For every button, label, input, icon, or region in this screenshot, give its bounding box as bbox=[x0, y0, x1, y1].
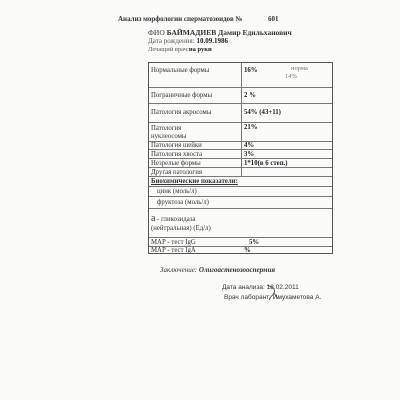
nucleosome-value: 21% bbox=[244, 124, 258, 131]
patient-name-value: БАЙМАДИЕВ Дамир Едильханович bbox=[166, 28, 292, 37]
patient-name-row bbox=[148, 28, 292, 37]
row-fructose bbox=[149, 196, 332, 208]
row-acrosome bbox=[149, 103, 332, 122]
row-mar-iga bbox=[149, 246, 332, 254]
lab-doctor-value: Имухаметова А. bbox=[272, 294, 322, 301]
immature-label: Незрелые формы bbox=[151, 159, 201, 167]
mar-iga-label: МАР - тест IgA bbox=[151, 247, 196, 254]
borderline-forms-label: Пограничные формы bbox=[151, 92, 213, 99]
biochem-heading: Биохимические показатели: bbox=[151, 178, 238, 185]
glucosidase-label-1 bbox=[151, 215, 195, 224]
neck-value: 4% bbox=[244, 142, 255, 149]
acrosome-value: 54% (43+11) bbox=[244, 109, 281, 116]
analysis-date-value: 18.02.2011 bbox=[266, 284, 299, 291]
conclusion-row bbox=[160, 266, 275, 274]
tail-value: 3% bbox=[244, 150, 255, 158]
nucleosome-label-2: нуклеосомы bbox=[151, 133, 187, 140]
doctor-label: Лечащий врач: bbox=[148, 46, 189, 53]
row-biochem-heading bbox=[149, 176, 332, 186]
analysis-date-row bbox=[222, 284, 299, 291]
fructose-label: фруктоза (моль/л) bbox=[157, 199, 209, 206]
nucleosome-label-1: Патология bbox=[151, 125, 182, 132]
mar-igg-label: МАР - тест IgG bbox=[151, 238, 196, 246]
row-immature bbox=[149, 158, 332, 167]
row-nucleosome bbox=[149, 122, 332, 141]
glucosidase-label-2: (нейтральная) (Ед/л) bbox=[151, 225, 211, 232]
glucosidase-label-text: - гликозидаза bbox=[155, 216, 196, 223]
tail-label: Патология хвоста bbox=[151, 150, 203, 158]
acrosome-label: Патология акросомы bbox=[151, 109, 212, 116]
norm-word: норма bbox=[291, 65, 308, 72]
doctor-row bbox=[148, 46, 212, 53]
birth-date-label: Дата рождения: bbox=[148, 37, 195, 45]
row-normal-forms bbox=[149, 63, 332, 87]
conclusion-label: Заключение: bbox=[160, 266, 198, 274]
immature-value: 1*10(в 6 степ.) bbox=[244, 159, 288, 167]
row-glucosidase bbox=[149, 208, 332, 237]
conclusion-value: Олигоастенозооспермия bbox=[198, 266, 276, 274]
row-borderline-forms bbox=[149, 87, 332, 103]
row-neck bbox=[149, 141, 332, 149]
borderline-forms-value: 2 % bbox=[244, 92, 256, 99]
normal-forms-value: 16% bbox=[244, 67, 258, 74]
zinc-label: цинк (моль/л) bbox=[157, 188, 197, 195]
birth-date-value: 10.09.1986 bbox=[196, 37, 228, 45]
report-title: Анализ морфологии сперматозоидов № bbox=[118, 15, 243, 23]
lab-doctor-label: Врач лаборант: bbox=[224, 294, 271, 301]
mar-igg-value: 5% bbox=[249, 238, 260, 246]
other-pathology-label: Другая патология bbox=[151, 168, 202, 176]
normal-forms-label: Нормальные формы bbox=[151, 67, 210, 74]
alpha-symbol: а bbox=[151, 213, 156, 224]
birth-date-row bbox=[148, 37, 228, 45]
row-zinc bbox=[149, 186, 332, 196]
row-mar-igg bbox=[149, 237, 332, 246]
row-tail bbox=[149, 149, 332, 158]
patient-name-label: ФИО bbox=[148, 28, 165, 37]
results-table bbox=[148, 62, 333, 254]
row-other-pathology bbox=[149, 167, 332, 176]
analysis-date-label: Дата анализа: bbox=[222, 284, 265, 291]
neck-label: Патология шейки bbox=[151, 142, 202, 149]
doctor-value: на руки bbox=[188, 46, 212, 53]
report-number: 601 bbox=[268, 15, 279, 23]
signature-mark bbox=[264, 283, 280, 301]
mar-iga-value: % bbox=[244, 247, 251, 254]
norm-value: 14% bbox=[285, 73, 297, 80]
